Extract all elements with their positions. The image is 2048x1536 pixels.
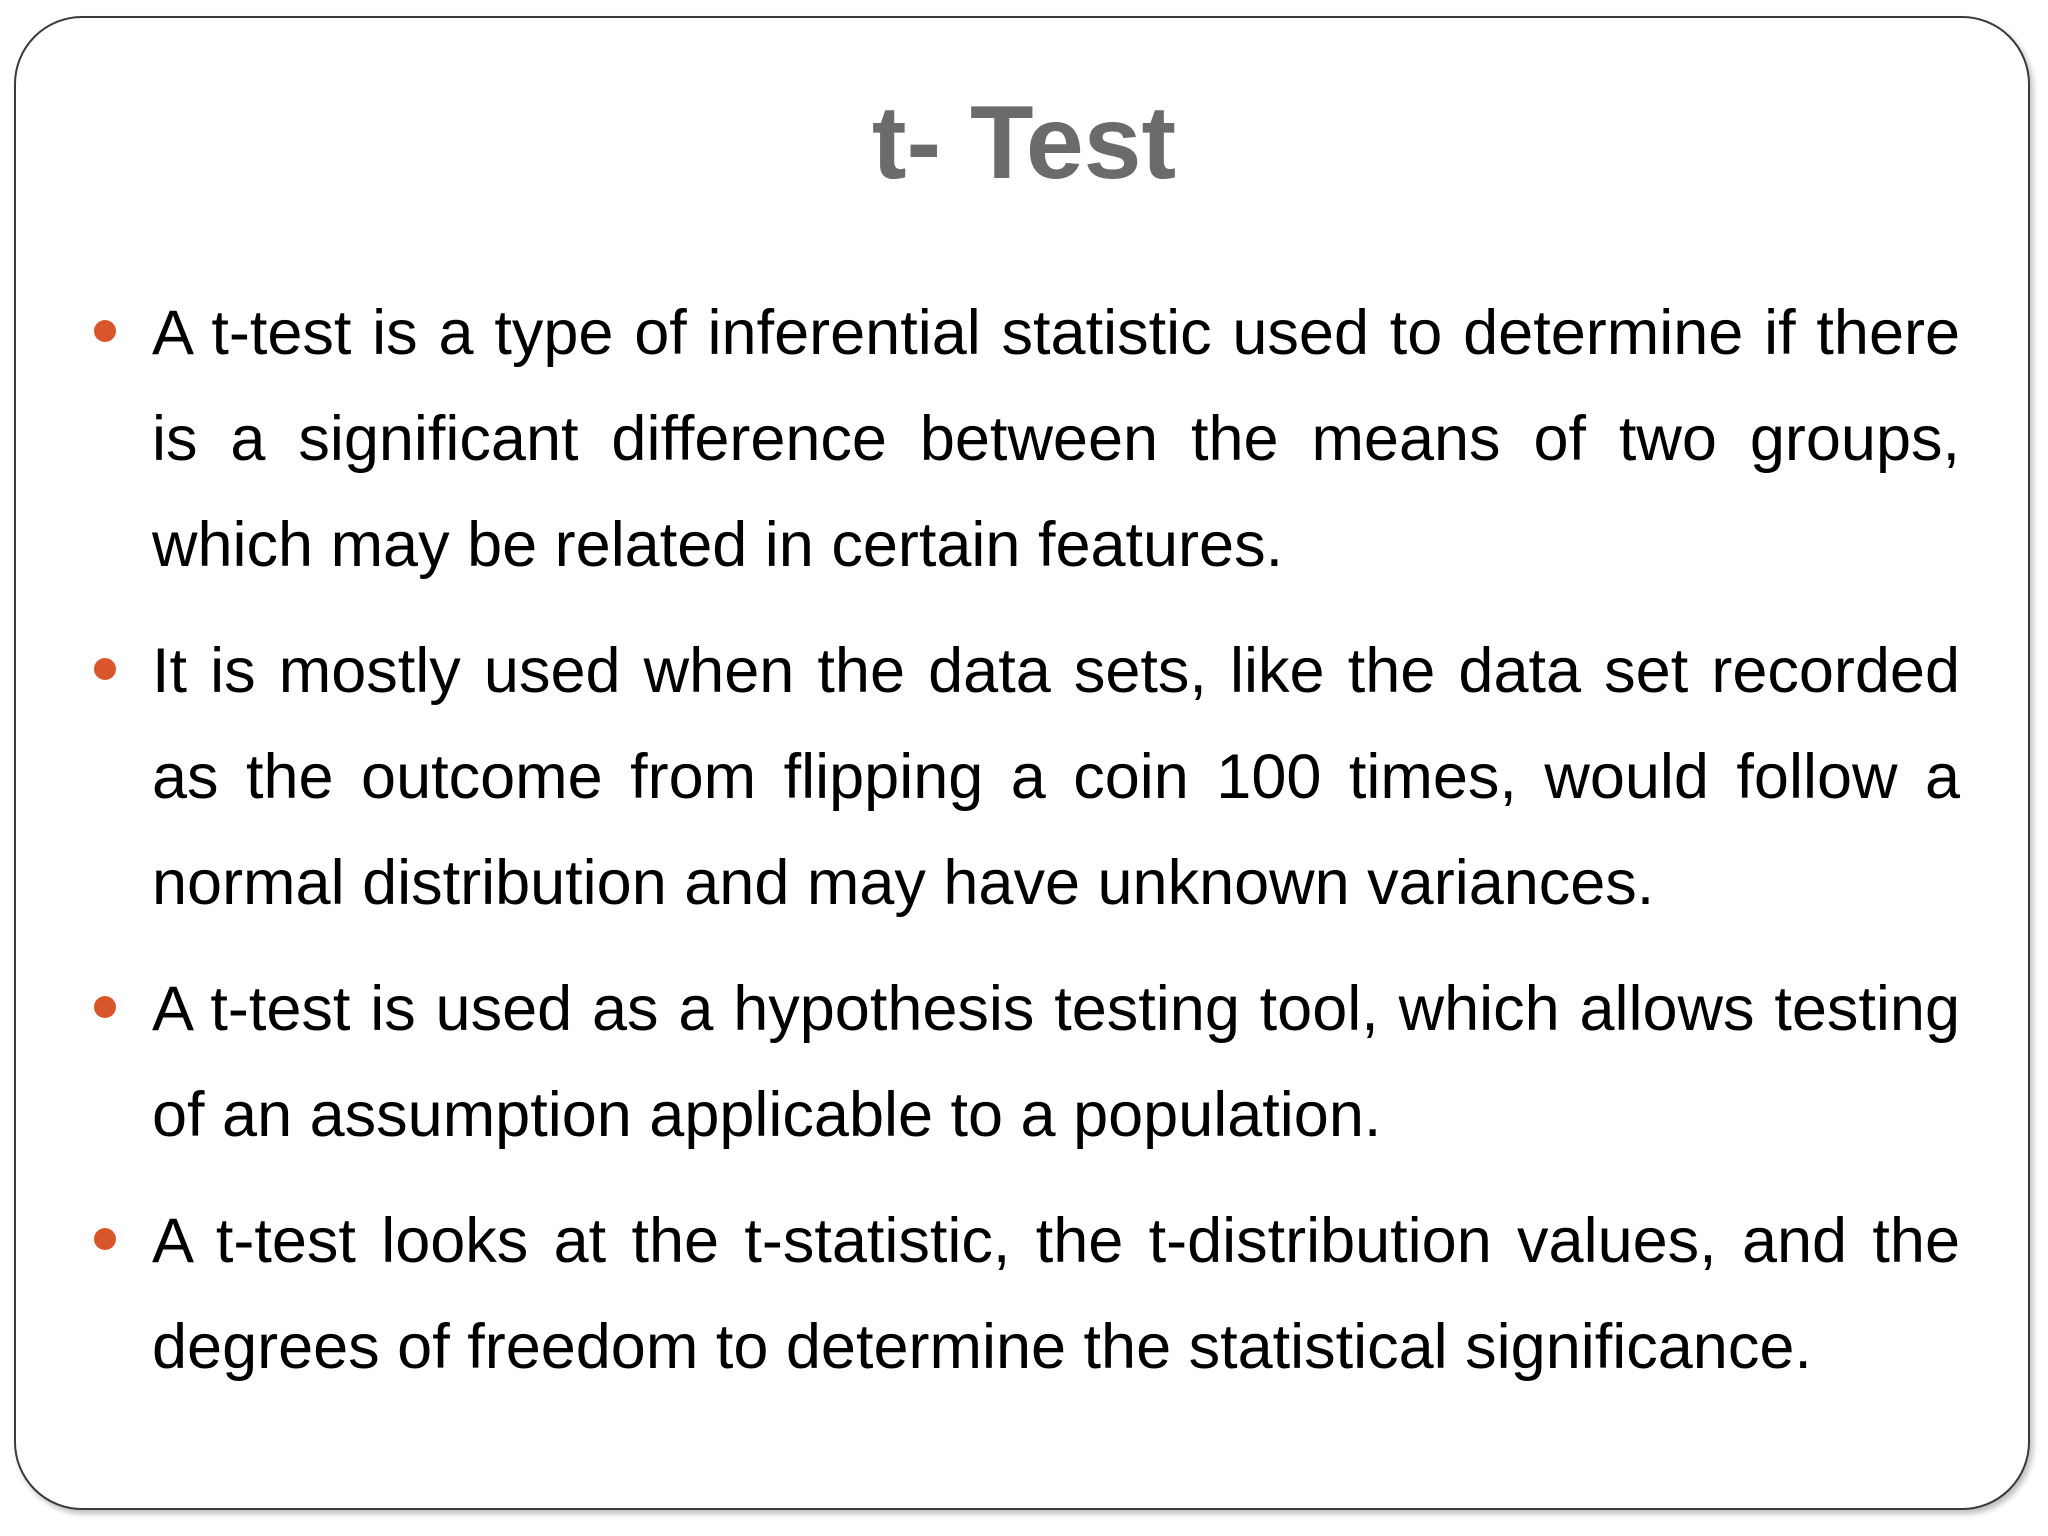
bullet-dot-icon bbox=[94, 320, 116, 342]
bullet-dot-icon bbox=[94, 658, 116, 680]
bullet-item bbox=[90, 956, 1960, 1168]
bullet-text: It is mostly used when the data sets, like the data set recorded as the outcome from flipping a coin 100 times, would follow a normal distribution and may have unknown variances. bbox=[152, 636, 1960, 918]
bullet-dot-icon bbox=[94, 996, 116, 1018]
bullet-item bbox=[90, 618, 1960, 936]
bullet-list bbox=[90, 280, 1960, 1420]
bullet-text: A t-test is a type of inferential statistic used to determine if there is a significant difference between the means of two groups, which may be related in certain features. bbox=[152, 298, 1960, 580]
bullet-text: A t-test looks at the t-statistic, the t-distribution values, and the degrees of freedom to determine the statistical significance. bbox=[152, 1206, 1960, 1382]
bullet-dot-icon bbox=[94, 1228, 116, 1250]
bullet-item bbox=[90, 1188, 1960, 1400]
bullet-item bbox=[90, 280, 1960, 598]
bullet-text: A t-test is used as a hypothesis testing tool, which allows testing of an assumption applicable to a population. bbox=[152, 974, 1960, 1150]
slide-title: t- Test bbox=[871, 85, 1177, 201]
